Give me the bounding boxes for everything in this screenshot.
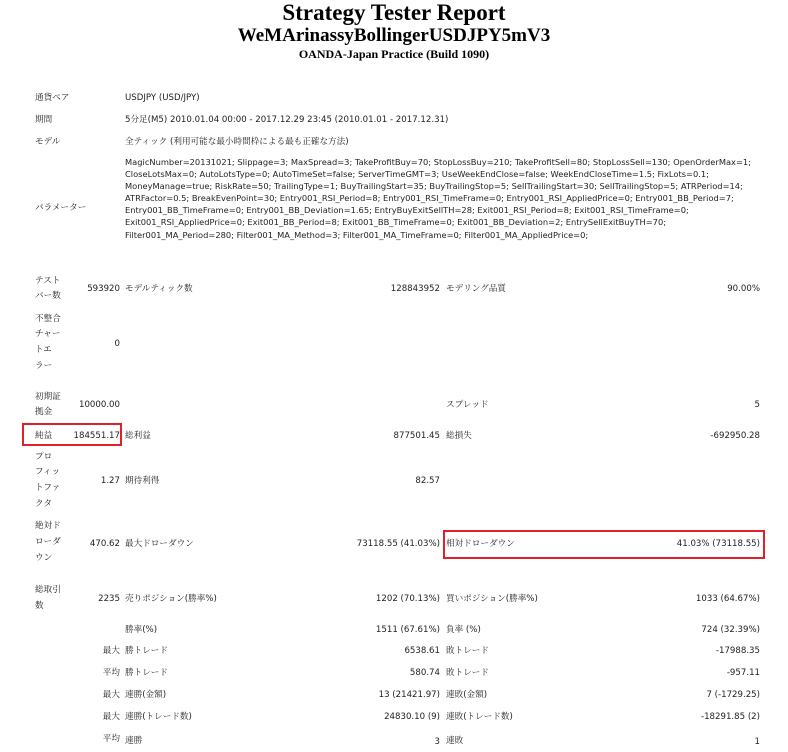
bars-value: 593920 xyxy=(87,284,120,294)
period-label: 期間 xyxy=(35,115,53,125)
params-value: MagicNumber=20131021; Slippage=3; MaxSpread=3; TakeProfitBuy=70; StopLossBuy=210; TakeProfitSell=80; StopLossSell=130; OpenOrderMax=1; CloseLotsMax=0; AutoLotsType=0; AutoTimeSet=false; ServerTimeGMT=3; UseWeekEndClose=false; WeekEndCloseTime=1.5; FixLots=0.1; MoneyManage=true; RiskRate=50; TrailingType=1; BuyTrailingStart=35; BuyTrailingStop=5; SellTrailingStart=30; SellTrailingStop=5; ATRPeriod=14; ATRFactor=0.5; BreakEvenPoint=30; Entry001_RSI_Period=8; Entry001_RSI_TimeFrame=0; Entry001_RSI_AppliedPrice=0; Entry001_BB_Period=7; Entry001_BB_TimeFrame=0; Entry001_BB_Deviation=1.65; EntryBuyExitSellTH=28; Exit001_RSI_Period=8; Exit001_RSI_TimeFrame=0; Exit001_RSI_AppliedPrice=0; Exit001_BB_Period=8; Exit001_BB_TimeFrame=0; Exit001_BB_Deviation=2; EntrySellExitBuyTH=70; Filter001_MA_Period=280; Filter001_MA_Method=3; Filter001_MA_TimeFrame=0; Filter001_MA_AppliedPrice=0; xyxy=(125,157,751,240)
max-consec-money-label: 最大 xyxy=(102,690,120,700)
pf-label-3: トファ xyxy=(35,483,61,493)
spread-label: スプレッド xyxy=(446,400,489,410)
rel-dd-label: 相対ドローダウン xyxy=(446,539,515,549)
trades-label-2: 数 xyxy=(35,601,44,611)
ticks-value: 128843952 xyxy=(390,284,440,294)
largest-win-label: 勝トレード xyxy=(125,646,168,656)
consec-losses-count-label: 連敗(トレード数) xyxy=(446,712,513,722)
max-dd-value: 73118.55 (41.03%) xyxy=(356,539,440,549)
avg-win-value: 580.74 xyxy=(409,668,440,678)
gross-profit-value: 877501.45 xyxy=(393,431,440,441)
avg-loss-value: -957.11 xyxy=(726,668,760,678)
max-consec-count-label: 最大 xyxy=(102,712,120,722)
loss-rate-label: 負率 (%) xyxy=(446,625,481,635)
pf-label-4: クタ xyxy=(35,499,53,509)
avg-consec-losses-value: 1 xyxy=(754,737,760,747)
relative-drawdown-highlight xyxy=(443,530,765,559)
pair-value: USDJPY (USD/JPY) xyxy=(125,93,200,103)
gross-loss-value: -692950.28 xyxy=(710,431,760,441)
consec-wins-count-value: 24830.10 (9) xyxy=(384,712,440,722)
net-profit-highlight xyxy=(22,423,122,446)
win-rate-value: 1511 (67.61%) xyxy=(375,625,440,635)
max-dd-label: 最大ドローダウン xyxy=(125,539,194,549)
consec-wins-count-label: 連勝(トレード数) xyxy=(125,712,192,722)
expected-payoff-label: 期待利得 xyxy=(125,476,160,486)
period-value: 5分足(M5) 2010.01.04 00:00 - 2017.12.29 23:45 (2010.01.01 - 2017.12.31) xyxy=(125,115,449,125)
spread-value: 5 xyxy=(754,400,760,410)
avg-consec-wins-value: 3 xyxy=(434,737,440,747)
gross-profit-label: 総利益 xyxy=(125,431,151,441)
model-value: 全ティック (利用可能な最小時間枠による最も正確な方法) xyxy=(125,137,349,147)
mismatch-label-2: チャー xyxy=(35,329,61,339)
gross-loss-label: 総損失 xyxy=(446,431,472,441)
rel-dd-value: 41.03% (73118.55) xyxy=(676,539,760,549)
total-trades-value: 2235 xyxy=(98,594,120,604)
ticks-label: モデルティック数 xyxy=(125,284,193,294)
long-positions-label: 買いポジション(勝率%) xyxy=(446,594,538,604)
server-name: OANDA-Japan Practice (Build 1090) xyxy=(298,47,490,61)
avg-consec-wins-label: 連勝 xyxy=(125,736,143,746)
abs-dd-label-1: 絶対ド xyxy=(35,521,61,531)
ea-name: WeMArinassyBollingerUSDJPY5mV3 xyxy=(237,25,551,46)
profit-factor-value: 1.27 xyxy=(100,476,120,486)
short-positions-label: 売りポジション(勝率%) xyxy=(125,594,217,604)
avg-loss-label: 敗トレード xyxy=(446,668,489,678)
quality-label: モデリング品質 xyxy=(446,284,506,294)
model-label: モデル xyxy=(35,137,61,147)
consec-wins-money-value: 13 (21421.97) xyxy=(378,690,440,700)
quality-value: 90.00% xyxy=(727,284,760,294)
mismatch-value: 0 xyxy=(114,339,120,349)
largest-label: 最大 xyxy=(102,646,120,656)
mismatch-label-1: 不整合 xyxy=(35,314,61,324)
consec-losses-money-value: 7 (-1729.25) xyxy=(706,690,760,700)
deposit-value: 10000.00 xyxy=(78,400,120,410)
short-positions-value: 1202 (70.13%) xyxy=(375,594,440,604)
loss-rate-value: 724 (32.39%) xyxy=(701,625,760,635)
abs-dd-label-2: ローダ xyxy=(35,537,61,547)
win-rate-label: 勝率(%) xyxy=(125,625,158,635)
abs-dd-label-3: ウン xyxy=(35,553,53,563)
largest-win-value: 6538.61 xyxy=(404,646,440,656)
net-profit-label: 純益 xyxy=(35,431,53,441)
largest-loss-label: 敗トレード xyxy=(446,646,489,656)
deposit-label-1: 初期証 xyxy=(35,392,61,402)
average-label: 平均 xyxy=(102,668,120,678)
trades-label-1: 総取引 xyxy=(35,585,61,595)
mismatch-label-3: トエ xyxy=(35,345,52,355)
mismatch-label-4: ラー xyxy=(35,361,53,371)
bars-label-2: バー数 xyxy=(35,291,61,301)
bars-label-1: テスト xyxy=(35,276,61,286)
expected-payoff-value: 82.57 xyxy=(415,476,440,486)
long-positions-value: 1033 (64.67%) xyxy=(695,594,760,604)
pf-label-2: フィッ xyxy=(35,467,61,477)
deposit-label-2: 拠金 xyxy=(35,407,53,417)
largest-loss-value: -17988.35 xyxy=(715,646,760,656)
consec-wins-money-label: 連勝(金額) xyxy=(125,690,167,700)
pair-label: 通貨ペア xyxy=(35,93,70,103)
abs-dd-value: 470.62 xyxy=(89,539,120,549)
pf-label-1: プロ xyxy=(35,452,53,462)
consec-losses-money-label: 連敗(金額) xyxy=(446,690,488,700)
consec-losses-count-value: -18291.85 (2) xyxy=(700,712,760,722)
avg-consec-label: 平均 xyxy=(102,734,120,744)
params-label: パラメーター xyxy=(35,203,87,213)
avg-consec-losses-label: 連敗 xyxy=(446,736,464,746)
report-title: Strategy Tester Report xyxy=(282,0,506,25)
avg-win-label: 勝トレード xyxy=(125,668,168,678)
net-profit-value: 184551.17 xyxy=(73,431,120,441)
